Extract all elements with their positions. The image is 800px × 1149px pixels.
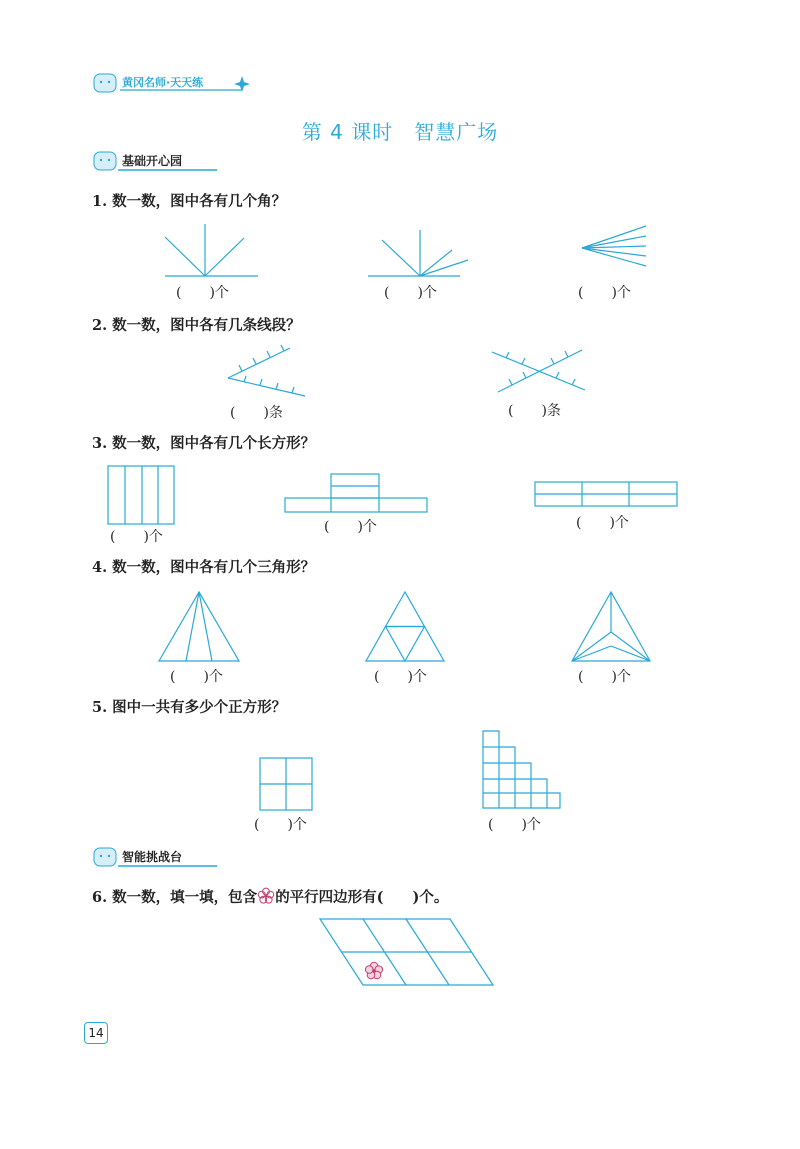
section-challenge-title: 智能挑战台 [122,850,183,864]
q4-answer-2[interactable]: ( )个 [374,669,427,685]
flower-icon [365,962,382,979]
page-number: 14 [84,1022,108,1044]
q3-answer-3[interactable]: ( )个 [576,515,629,531]
q5-answer-1[interactable]: ( )个 [254,817,307,833]
question-6-text-before: 6. 数一数，填一填，包含 [92,889,258,906]
section-basic-title: 基础开心园 [122,154,183,168]
question-3: 3. 数一数，图中各有几个长方形？ [92,435,316,452]
q3-answer-1[interactable]: ( )个 [110,529,163,545]
q1-answer-3[interactable]: ( )个 [578,285,631,301]
q2-answer-2[interactable]: ( )条 [508,403,561,419]
q6-parallelogram-grid [320,919,493,985]
q4-answer-3[interactable]: ( )个 [578,669,631,685]
question-6-text-after: 的平行四边形有( )个。 [275,889,449,906]
question-1: 1. 数一数，图中各有几个角？ [92,193,287,210]
q2-answer-1[interactable]: ( )条 [230,405,283,421]
q3-answer-2[interactable]: ( )个 [324,519,377,535]
page-title: 第 4 课时 智慧广场 [301,120,499,144]
q5-answer-2[interactable]: ( )个 [488,817,541,833]
q4-answer-1[interactable]: ( )个 [170,669,223,685]
brand-text: 黄冈名师·天天练 [122,76,204,89]
question-2: 2. 数一数，图中各有几条线段？ [92,317,301,334]
q1-answer-2[interactable]: ( )个 [384,285,437,301]
q1-answer-1[interactable]: ( )个 [176,285,229,301]
question-5: 5. 图中一共有多少个正方形？ [92,699,287,716]
question-4: 4. 数一数，图中各有几个三角形？ [92,559,316,576]
